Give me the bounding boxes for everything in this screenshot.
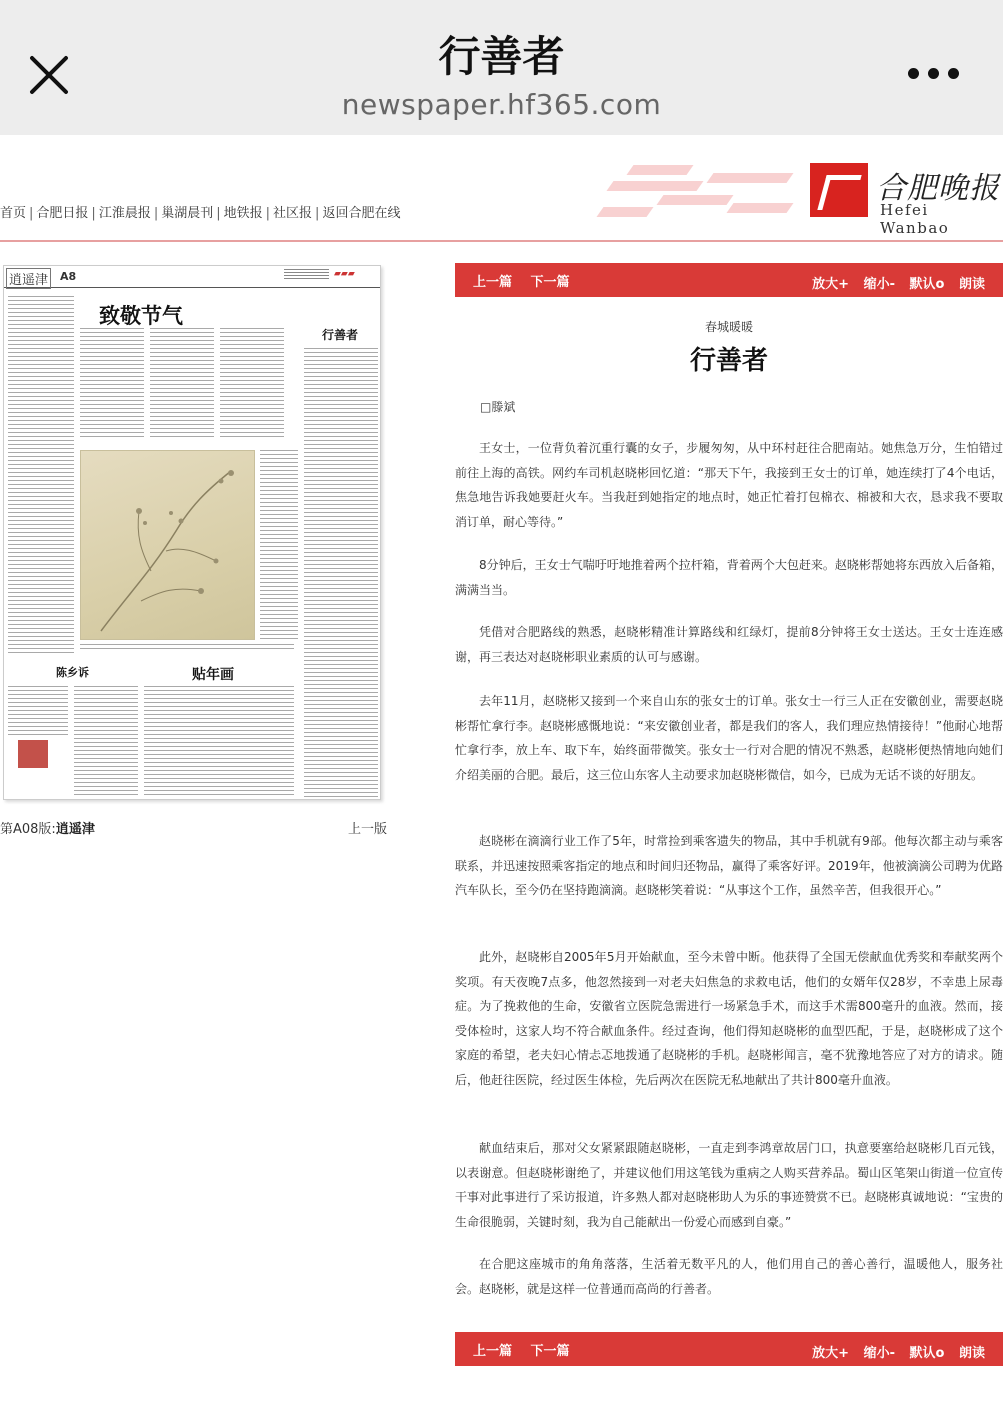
article-paragraph: 此外，赵晓彬自2005年5月开始献血，至今未曾中断。他获得了全国无偿献血优秀奖和奉献奖两个奖项。有天夜晚7点多，他忽然接到一对老夫妇焦急的求救电话，他们的女婿年仅28岁，不幸患上尿毒症。为了挽救他的生命，安徽省立医院急需进行一场紧急手术，而这手术需800毫升的血液。然而，接受体检时，这家人均不符合献血条件。经过查询，他们得知赵晓彬的血型匹配，于是，赵晓彬成了这个家庭的希望，老夫妇心情忐忑地拨通了赵晓彬的手机。赵晓彬闻言，毫不犹豫地答应了对方的请求。随后，他赶往医院，经过医生体检，先后两次在医院无私地献出了共计800毫升血液。	[455, 950, 1003, 1087]
more-options-icon[interactable]	[906, 64, 962, 84]
nav-separator: |	[91, 206, 96, 221]
next-article-button[interactable]: 下一篇	[530, 275, 570, 290]
thumbnail-micro-text	[284, 269, 329, 281]
nav-link-hefei-online[interactable]: 返回合肥在线	[322, 206, 401, 221]
prev-article-button[interactable]: 上一篇	[473, 1344, 513, 1359]
thumbnail-seal-image	[18, 740, 48, 768]
nav-separator: |	[153, 206, 159, 221]
page-caption-prefix: 第A08版:	[0, 822, 56, 837]
article-byline: □滕斌	[480, 400, 516, 414]
default-size-button[interactable]: 默认o	[909, 277, 945, 292]
thumbnail-article-title: 行善者	[322, 328, 359, 342]
article-paragraph: 凭借对合肥路线的熟悉，赵晓彬精准计算路线和红绿灯，提前8分钟将王女士送达。王女士连连感谢，再三表达对赵晓彬职业素质的认可与感谢。	[455, 625, 1003, 664]
article-paragraph: 8分钟后，王女士气喘吁吁地推着两个拉杆箱，背着两个大包赶来。赵晓彬帮她将东西放入后备箱，满满当当。	[455, 558, 1003, 597]
article-kicker: 春城暖暖	[704, 320, 753, 334]
thumbnail-masthead-logo: ▰▰▰	[334, 269, 355, 279]
article-title: 行善者	[689, 346, 768, 376]
thumbnail-page-number: A8	[60, 270, 77, 283]
nav-link-chaohu-morning[interactable]: 巢湖晨刊	[161, 206, 214, 221]
default-size-button[interactable]: 默认o	[909, 1346, 945, 1361]
logo-text-cn: 合肥晚报	[876, 171, 1000, 206]
nav-separator: |	[265, 206, 271, 221]
prev-article-button[interactable]: 上一篇	[473, 275, 513, 290]
page-caption-section: 逍遥津	[55, 822, 95, 837]
next-article-button[interactable]: 下一篇	[530, 1344, 570, 1359]
site-nav	[0, 202, 400, 221]
page-caption	[0, 818, 95, 837]
read-aloud-button[interactable]: 朗读	[958, 1346, 985, 1361]
logo-mark-icon	[810, 163, 868, 217]
thumbnail-section: 逍遥津	[6, 268, 51, 289]
article-paragraph: 王女士，一位背负着沉重行囊的女子，步履匆匆，从中环村赶往合肥南站。她焦急万分，生怕错过前往上海的高铁。网约车司机赵晓彬回忆道：“那天下午，我接到王女士的订单，她连续打了4个电话，焦急地告诉我她要赶火车。当我赶到她指定的地点时，她正忙着打包棉衣、棉被和大衣，恳求我不要取消订单，耐心等待。”	[455, 441, 1003, 529]
nav-link-hefei-daily[interactable]: 合肥日报	[36, 206, 89, 221]
article-paragraph: 在合肥这座城市的角角落落，生活着无数平凡的人，他们用自己的善心善行，温暖他人，服务社会。赵晓彬，就是这样一位普通而高尚的行善者。	[455, 1257, 1003, 1296]
newspaper-page-thumbnail[interactable]	[3, 265, 381, 800]
thumbnail-sub-article-left: 陈乡诉	[56, 666, 89, 679]
prev-page-link[interactable]: 上一版	[348, 822, 388, 837]
article-paragraph: 去年11月，赵晓彬又接到一个来自山东的张女士的订单。张女士一行三人正在安徽创业，需要赵晓彬帮忙拿行李。赵晓彬感慨地说：“来安徽创业者，都是我们的客人，我们理应热情接待！”他耐心地帮忙拿行李，放上车、取下车，始终面带微笑。张女士一行对合肥的情况不熟悉，赵晓彬便热情地向她们介绍美丽的合肥。最后，这三位山东客人主动要求加赵晓彬微信，如今，已成为无话不谈的好朋友。	[455, 694, 1003, 782]
nav-link-jianghuai-morning[interactable]: 江淮晨报	[98, 206, 151, 221]
article-toolbar-bottom	[455, 1332, 1003, 1366]
zoom-in-button[interactable]: 放大+	[812, 1346, 850, 1361]
site-banner	[0, 135, 1003, 235]
thumbnail-header	[4, 266, 381, 288]
nav-link-home[interactable]: 首页	[0, 206, 27, 221]
nav-link-community[interactable]: 社区报	[273, 206, 313, 221]
zoom-in-button[interactable]: 放大+	[812, 277, 850, 292]
nav-link-metro[interactable]: 地铁报	[223, 206, 263, 221]
nav-separator: |	[216, 206, 221, 221]
page-title: 行善者	[438, 32, 565, 81]
zoom-out-button[interactable]: 缩小-	[863, 1346, 895, 1361]
read-aloud-button[interactable]: 朗读	[958, 277, 985, 292]
thumbnail-headline: 致敬节气	[99, 304, 183, 328]
banner-decoration	[590, 155, 820, 225]
article-paragraph: 赵晓彬在滴滴行业工作了5年，时常捡到乘客遗失的物品，其中手机就有9部。他每次都主动与乘客联系，并迅速按照乘客指定的地点和时间归还物品，赢得了乘客好评。2019年，他被滴滴公司聘为优路汽车队长，至今仍在坚持跑滴滴。赵晓彬笑着说：“从事这个工作，虽然辛苦，但我很开心。”	[455, 834, 1003, 897]
nav-separator: |	[29, 206, 34, 221]
article-paragraph: 献血结束后，那对父女紧紧跟随赵晓彬，一直走到李鸿章故居门口，执意要塞给赵晓彬几百元钱，以表谢意。但赵晓彬谢绝了，并建议他们用这笔钱为重病之人购买营养品。蜀山区笔架山街道一位宣传干事对此事进行了采访报道，许多熟人都对赵晓彬助人为乐的事迹赞赏不已。赵晓彬真诚地说：“宝贵的生命很脆弱，关键时刻，我为自己能献出一份爱心而感到自豪。”	[455, 1141, 1003, 1229]
thumbnail-painting-image	[80, 450, 255, 640]
zoom-out-button[interactable]: 缩小-	[863, 277, 895, 292]
page-url: newspaper.hf365.com	[341, 88, 662, 121]
thumbnail-sub-article-right: 贴年画	[192, 667, 234, 683]
logo-text-en: Hefei Wanbao	[880, 201, 950, 237]
browser-header	[0, 0, 1003, 135]
banner-divider	[0, 240, 1003, 242]
article-toolbar-top	[455, 263, 1003, 297]
nav-separator: |	[315, 206, 320, 221]
